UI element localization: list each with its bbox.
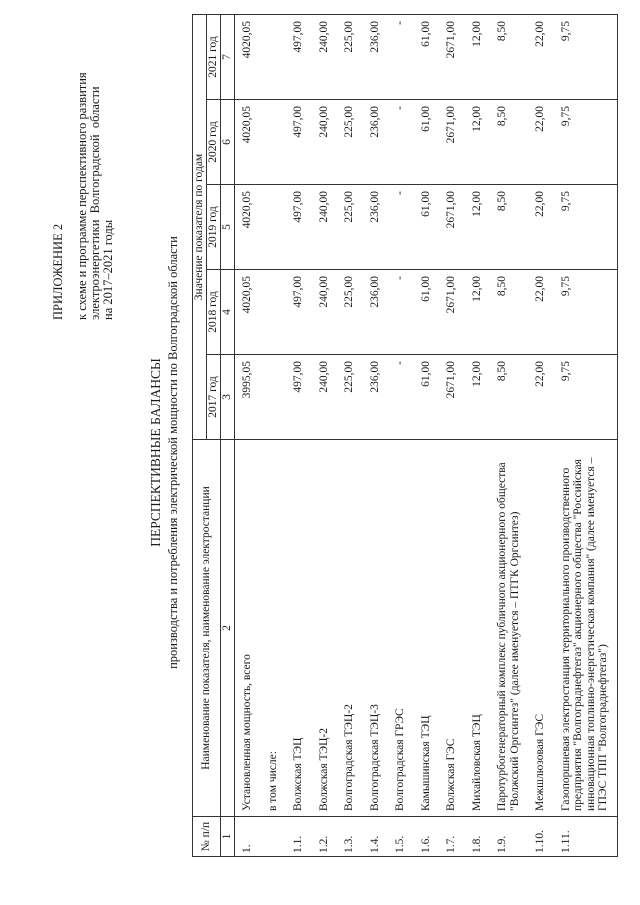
value-cell: 240,00	[312, 355, 338, 440]
column-number: 3	[221, 355, 235, 440]
value-cell: 12,00	[465, 270, 491, 355]
value-cell: 4020,05	[235, 100, 261, 185]
value-cell: 497,00	[286, 15, 312, 100]
header-year: 2021 год	[207, 15, 221, 100]
value-cell: 12,00	[465, 185, 491, 270]
value-cell: 8,50	[490, 270, 528, 355]
value-cell: 8,50	[490, 355, 528, 440]
appendix-block	[52, 20, 115, 320]
value-cell: 8,50	[490, 15, 528, 100]
row-name: Камышинская ТЭЦ	[414, 440, 440, 817]
value-cell: 240,00	[312, 15, 338, 100]
value-cell: 497,00	[286, 100, 312, 185]
value-cell: -	[388, 185, 414, 270]
value-cell: 22,00	[528, 100, 554, 185]
row-name: Михайловская ТЭЦ	[465, 440, 491, 817]
value-cell: 2671,00	[439, 100, 465, 185]
value-cell	[261, 185, 287, 270]
row-number: 1.4.	[363, 817, 389, 857]
table-header	[193, 15, 235, 857]
value-cell: 236,00	[363, 355, 389, 440]
table-row	[528, 15, 554, 857]
row-number: 1.2.	[312, 817, 338, 857]
value-cell: 12,00	[465, 15, 491, 100]
value-cell: 240,00	[312, 270, 338, 355]
row-name: Газопоршневая электростанция территориального производственного предприятия "Волгограднефтегаз" акционерного общества "Российская инновационная топливно-энергетическая компания" (далее именуется – ГПЭС ТПП "Волгограднефтегаз")	[554, 440, 618, 817]
table-row	[554, 15, 618, 857]
table-row	[363, 15, 389, 857]
table-row	[312, 15, 338, 857]
value-cell: 61,00	[414, 355, 440, 440]
row-number: 1.9.	[490, 817, 528, 857]
value-cell: 8,50	[490, 100, 528, 185]
value-cell	[261, 355, 287, 440]
value-cell: 9,75	[554, 185, 618, 270]
row-number: 1.7.	[439, 817, 465, 857]
row-number: 1.6.	[414, 817, 440, 857]
value-cell: 236,00	[363, 15, 389, 100]
value-cell	[261, 270, 287, 355]
header-year: 2020 год	[207, 100, 221, 185]
value-cell: 61,00	[414, 270, 440, 355]
value-cell: 61,00	[414, 185, 440, 270]
row-name: Волгоградская ГРЭС	[388, 440, 414, 817]
row-number	[261, 817, 287, 857]
value-cell: 61,00	[414, 100, 440, 185]
value-cell: -	[388, 355, 414, 440]
appendix-line: к схеме и программе перспективного развития	[75, 72, 89, 320]
value-cell: 4020,05	[235, 270, 261, 355]
value-cell: 8,50	[490, 185, 528, 270]
value-cell: 225,00	[337, 15, 363, 100]
balance-table	[192, 14, 618, 857]
row-number: 1.1.	[286, 817, 312, 857]
header-values-group: Значение показателя по годам	[193, 15, 207, 440]
value-cell	[261, 100, 287, 185]
row-name: в том числе:	[261, 440, 287, 817]
document-subtitle: производства и потребления электрической мощности по Волгоградской области	[166, 236, 180, 669]
value-cell: 225,00	[337, 185, 363, 270]
value-cell: 497,00	[286, 355, 312, 440]
row-number: 1.11.	[554, 817, 618, 857]
value-cell: 497,00	[286, 270, 312, 355]
appendix-line: электроэнергетики Волгоградской области	[88, 86, 102, 320]
value-cell: 225,00	[337, 270, 363, 355]
value-cell: -	[388, 100, 414, 185]
value-cell: 9,75	[554, 15, 618, 100]
value-cell: -	[388, 270, 414, 355]
row-number: 1.	[235, 817, 261, 857]
value-cell: 2671,00	[439, 15, 465, 100]
table-row	[235, 15, 261, 857]
value-cell: 22,00	[528, 185, 554, 270]
value-cell: 225,00	[337, 100, 363, 185]
value-cell: 4020,05	[235, 15, 261, 100]
appendix-line: на 2017–2021 годы	[101, 219, 115, 320]
table-row	[439, 15, 465, 857]
row-name: Паротурбогенераторный комплекс публичного акционерного общества "Волжский Оргсинтез" (далее именуется – ПТГК Оргсинтез)	[490, 440, 528, 817]
value-cell: -	[388, 15, 414, 100]
value-cell: 236,00	[363, 185, 389, 270]
value-cell: 4020,05	[235, 185, 261, 270]
row-number: 1.3.	[337, 817, 363, 857]
row-number: 1.8.	[465, 817, 491, 857]
value-cell: 2671,00	[439, 355, 465, 440]
value-cell: 3995,05	[235, 355, 261, 440]
value-cell	[261, 15, 287, 100]
column-number: 1	[221, 817, 235, 857]
value-cell: 61,00	[414, 15, 440, 100]
value-cell: 9,75	[554, 355, 618, 440]
value-cell: 225,00	[337, 355, 363, 440]
value-cell: 22,00	[528, 15, 554, 100]
row-name: Межшлюзовая ГЭС	[528, 440, 554, 817]
table-body	[235, 15, 618, 857]
header-year: 2019 год	[207, 185, 221, 270]
value-cell: 236,00	[363, 270, 389, 355]
value-cell: 12,00	[465, 355, 491, 440]
value-cell: 22,00	[528, 270, 554, 355]
row-number: 1.5.	[388, 817, 414, 857]
row-name: Волжская ГЭС	[439, 440, 465, 817]
column-number: 5	[221, 185, 235, 270]
header-year: 2017 год	[207, 355, 221, 440]
value-cell: 22,00	[528, 355, 554, 440]
column-number: 6	[221, 100, 235, 185]
row-name: Волжская ТЭЦ	[286, 440, 312, 817]
table-row	[490, 15, 528, 857]
column-number: 7	[221, 15, 235, 100]
column-number: 4	[221, 270, 235, 355]
value-cell: 9,75	[554, 100, 618, 185]
row-name: Волгоградская ТЭЦ-3	[363, 440, 389, 817]
table-row	[261, 15, 287, 857]
value-cell: 497,00	[286, 185, 312, 270]
header-no: № п/п	[193, 817, 221, 857]
table-row	[414, 15, 440, 857]
value-cell: 240,00	[312, 185, 338, 270]
table-row	[465, 15, 491, 857]
value-cell: 2671,00	[439, 270, 465, 355]
header-year: 2018 год	[207, 270, 221, 355]
appendix-heading: ПРИЛОЖЕНИЕ 2	[51, 223, 65, 320]
value-cell: 236,00	[363, 100, 389, 185]
row-number: 1.10.	[528, 817, 554, 857]
column-number: 2	[221, 440, 235, 817]
header-name: Наименование показателя, наименование электростанции	[193, 440, 221, 817]
value-cell: 9,75	[554, 270, 618, 355]
value-cell: 2671,00	[439, 185, 465, 270]
row-name: Установленная мощность, всего	[235, 440, 261, 817]
value-cell: 240,00	[312, 100, 338, 185]
table-row	[388, 15, 414, 857]
table-row	[337, 15, 363, 857]
document-title: ПЕРСПЕКТИВНЫЕ БАЛАНСЫ	[148, 358, 163, 547]
row-name: Волжская ТЭЦ-2	[312, 440, 338, 817]
row-name: Волгоградская ТЭЦ-2	[337, 440, 363, 817]
value-cell: 12,00	[465, 100, 491, 185]
table-row	[286, 15, 312, 857]
